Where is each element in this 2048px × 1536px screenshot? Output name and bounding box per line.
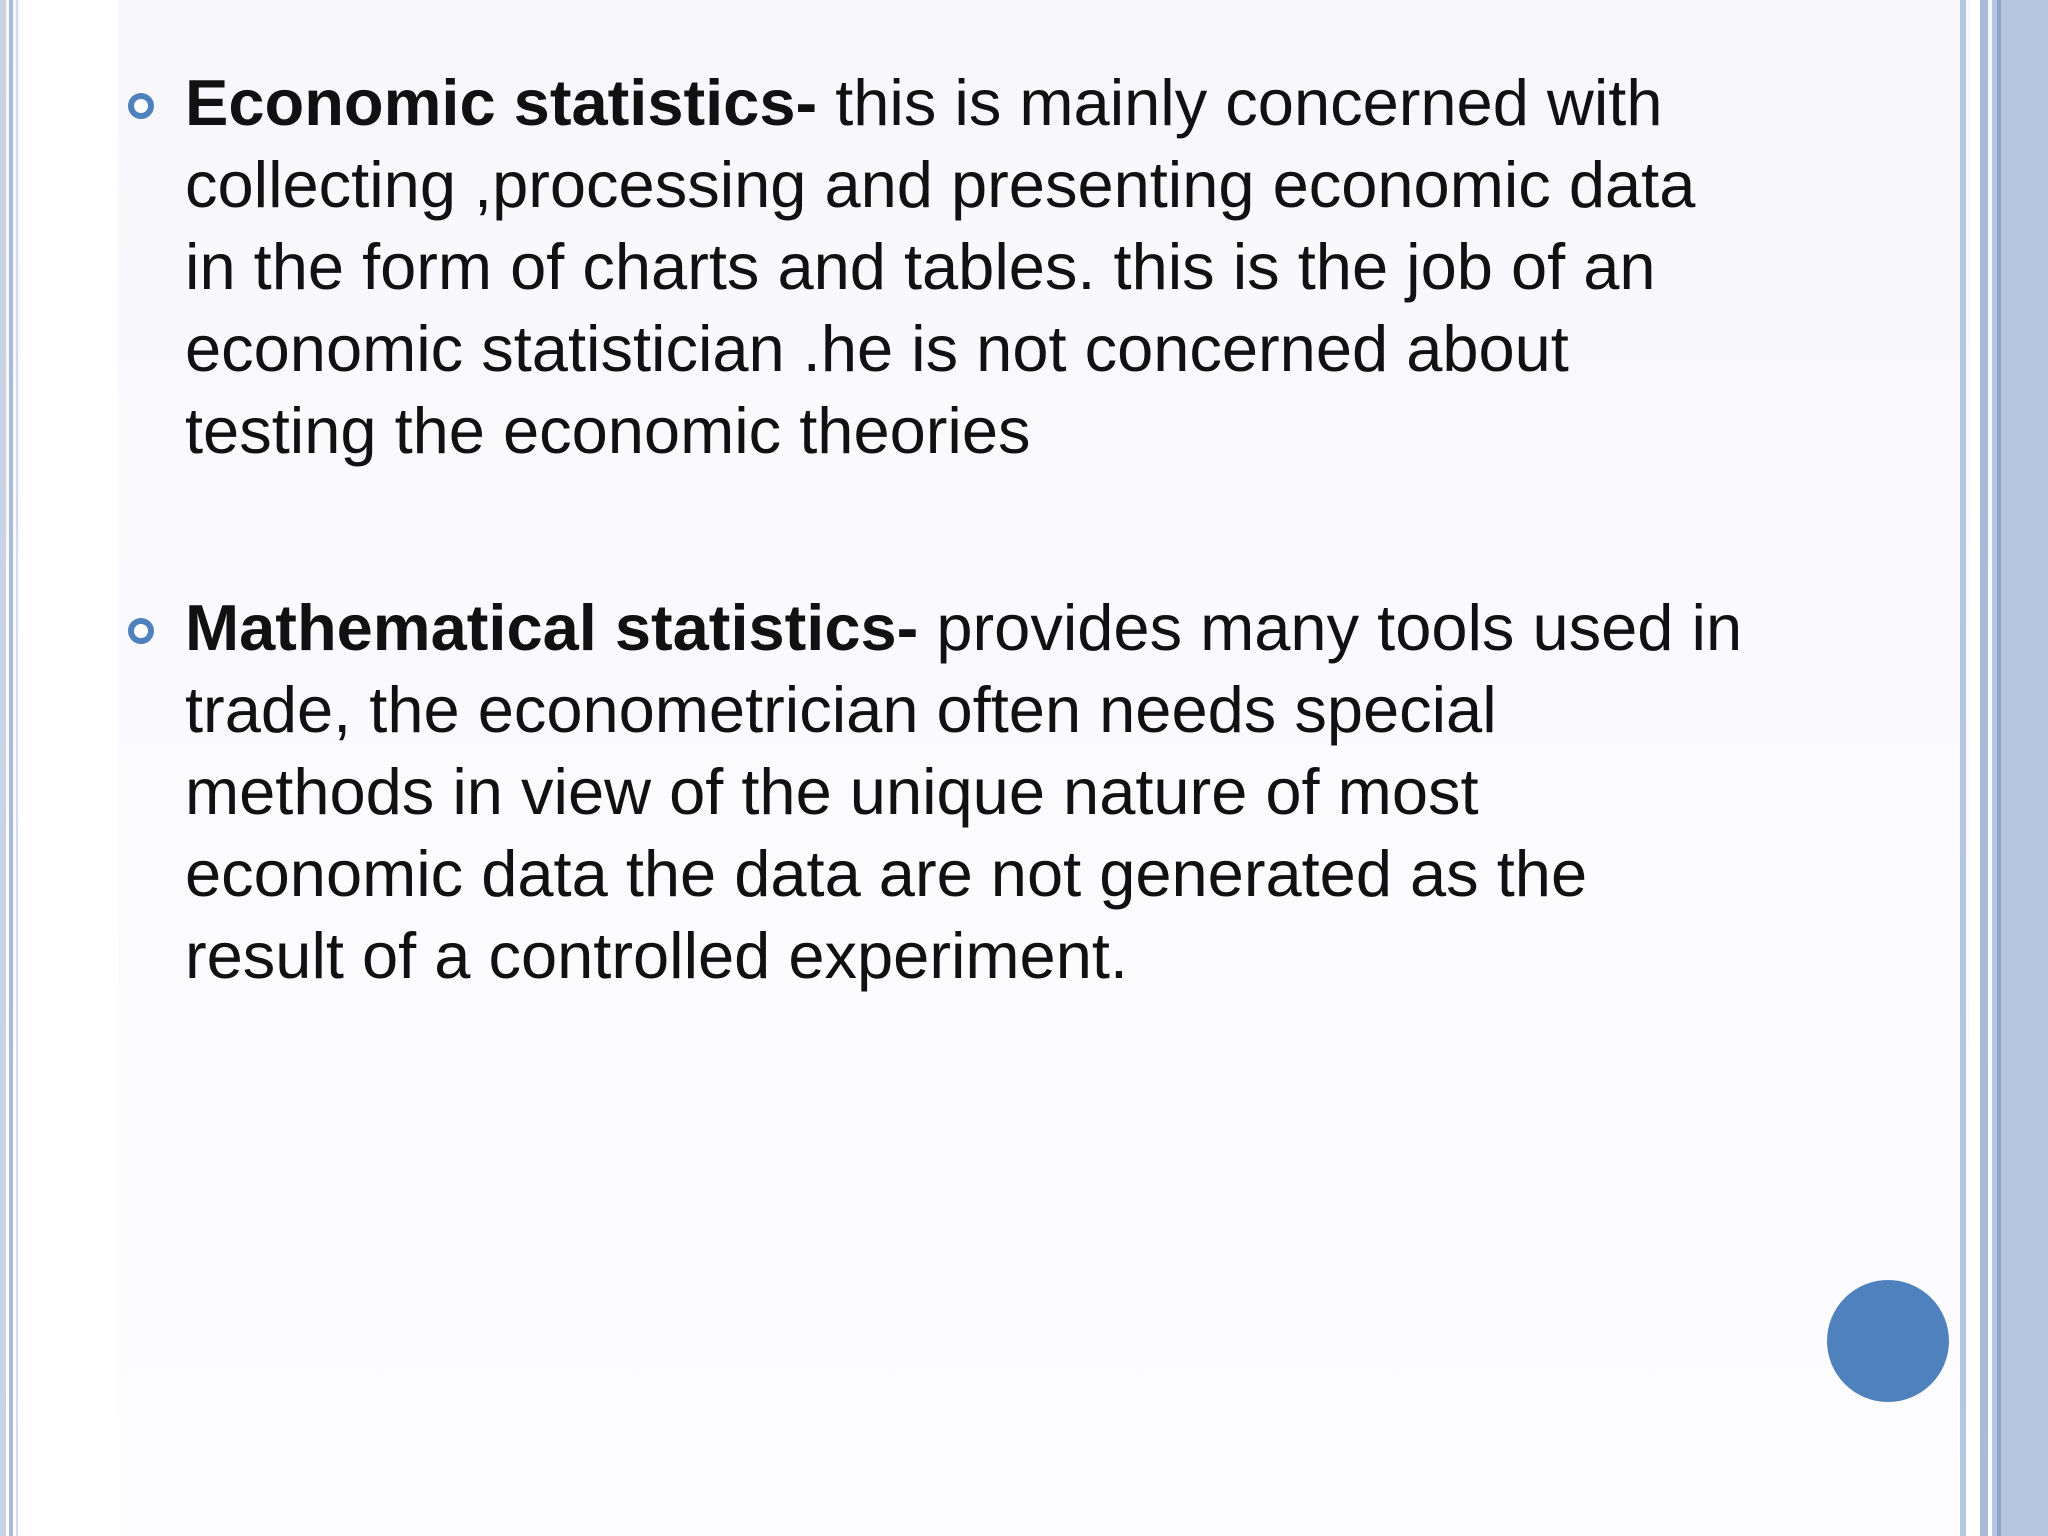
right-border-stripe: [1997, 0, 2001, 1536]
right-border-stripe: [1970, 0, 1980, 1536]
hollow-circle-bullet-icon: [128, 618, 154, 644]
left-border-stripe: [0, 0, 6, 1536]
hollow-circle-bullet-icon: [128, 93, 154, 119]
filled-circle-icon[interactable]: [1827, 1280, 1949, 1402]
left-border-stripe: [16, 0, 18, 1536]
bullet-item-mathematical-statistics: [120, 587, 1760, 997]
bullet-text: this is mainly concerned with collecting ,processing and presenting economic data in the form of charts and tables. this is the job of an economic statistician .he is not concerned about testing the economic theories: [185, 66, 1696, 467]
bullet-item-economic-statistics: [120, 62, 1760, 472]
bullet-term: Economic statistics-: [185, 66, 818, 139]
bullet-term: Mathematical statistics-: [185, 591, 919, 664]
right-border-stripe: [1980, 0, 1988, 1536]
bullet-text: provides many tools used in trade, the econometrician often needs special methods in view of the unique nature of most economic data the data are not generated as the result of a controlled experiment.: [185, 591, 1743, 992]
bullet-list: [120, 62, 1760, 1112]
right-border-stripe: [1960, 0, 1966, 1536]
left-border-stripe: [9, 0, 13, 1536]
